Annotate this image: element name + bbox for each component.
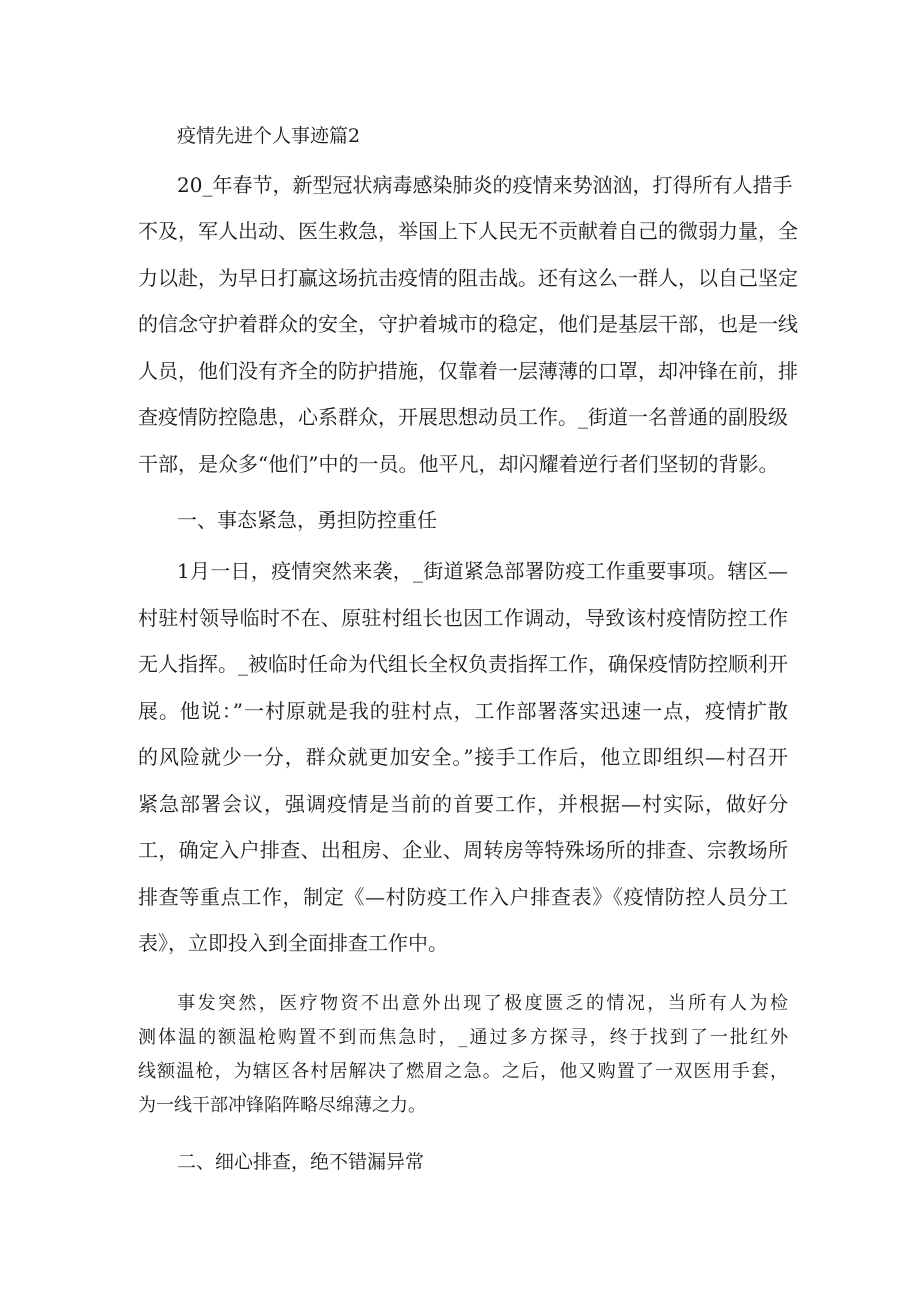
- paragraph-line: 为一线干部冲锋陷阵略尽绵薄之力。: [138, 1095, 426, 1116]
- paragraph-line: 村驻村领导临时不在、原驻村组长也因工作调动，导致该村疫情防控工作: [138, 606, 788, 630]
- paragraph-line: 20_年春节，新型冠状病毒感染肺炎的疫情来势汹汹，打得所有人措手: [177, 173, 793, 197]
- paragraph-line: 的风险就少一分，群众就更加安全。”接手工作后，他立即组织—村召开: [138, 745, 788, 769]
- paragraph-line: 力以赴，为早日打赢这场抗击疫情的阻击战。还有这么一群人，以自己坚定: [138, 266, 798, 290]
- paragraph-line: 查疫情防控隐患，心系群众，开展思想动员工作。_街道一名普通的副股级: [138, 405, 788, 429]
- paragraph-line: 线额温枪，为辖区各村居解决了燃眉之急。之后，他又购置了一双医用手套，: [138, 1061, 788, 1082]
- document-title: 疫情先进个人事迹篇2: [177, 125, 361, 147]
- paragraph-line: 工，确定入户排查、出租房、企业、周转房等特殊场所的排查、宗教场所: [138, 838, 788, 862]
- paragraph-line: 测体温的额温枪购置不到而焦急时，_通过多方探寻，终于找到了一批红外: [138, 1027, 788, 1048]
- paragraph-line: 紧急部署会议，强调疫情是当前的首要工作，并根据—村实际，做好分: [138, 792, 788, 816]
- paragraph-line: 的信念守护着群众的安全，守护着城市的稳定，他们是基层干部，也是一线: [138, 312, 798, 336]
- section-heading: 一、事态紧急，勇担防控重任: [177, 508, 437, 532]
- paragraph-line: 人员，他们没有齐全的防护措施，仅靠着一层薄薄的口罩，却冲锋在前，排: [138, 359, 798, 383]
- paragraph-line: 无人指挥。_被临时任命为代组长全权负责指挥工作，确保疫情防控顺利开: [138, 652, 788, 676]
- section-heading: 二、细心排查，绝不错漏异常: [177, 1151, 425, 1173]
- paragraph-line: 排查等重点工作，制定《—村防疫工作入户排查表》《疫情防控人员分工: [138, 885, 788, 909]
- paragraph-line: 展。他说：”一村原就是我的驻村点，工作部署落实迅速一点，疫情扩散: [138, 699, 788, 723]
- paragraph-line: 干部，是众多“他们”中的一员。他平凡，却闪耀着逆行者们坚韧的背影。: [138, 452, 779, 476]
- paragraph-line: 不及，军人出动、医生救急，举国上下人民无不贡献着自己的微弱力量，全: [138, 219, 798, 243]
- paragraph-line: 事发突然，医疗物资不出意外出现了极度匮乏的情况，当所有人为检: [177, 993, 788, 1014]
- paragraph-line: 1月一日，疫情突然来袭，_街道紧急部署防疫工作重要事项。辖区—: [177, 559, 788, 583]
- paragraph-line: 表》，立即投入到全面排查工作中。: [138, 931, 448, 955]
